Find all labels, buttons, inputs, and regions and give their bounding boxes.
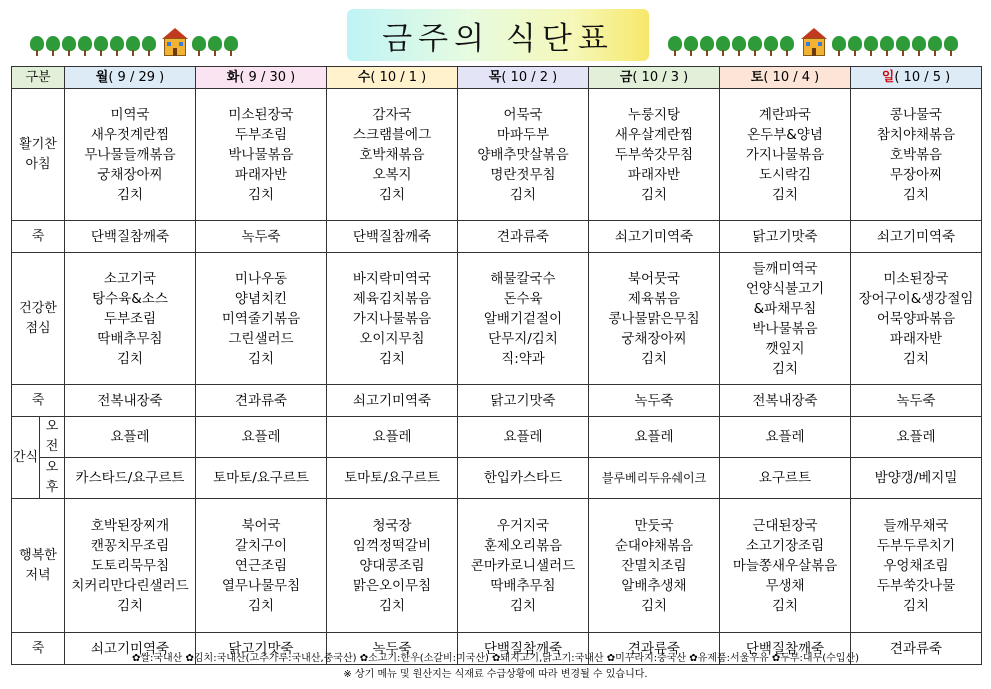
menu-item: 우거지국 <box>496 517 550 534</box>
change-notice: ※ 상기 메뉴 및 원산지는 식재료 수급상황에 따라 변경될 수 있습니다. <box>343 669 648 680</box>
porridge-cell: 전복내장죽 <box>720 385 851 417</box>
menu-item: 파래자반 <box>627 166 681 183</box>
menu-item: &파채무침 <box>753 300 817 317</box>
day-name: 화 <box>226 69 240 85</box>
menu-item: 호박채볶음 <box>359 146 425 163</box>
menu-item: 제육볶음 <box>627 290 681 307</box>
menu-cell <box>720 499 851 633</box>
menu-item: 김치 <box>902 350 930 367</box>
snack-cell: 요구르트 <box>720 458 851 499</box>
menu-cell <box>720 253 851 385</box>
menu-item: 새우젓계란찜 <box>90 126 170 143</box>
footer <box>0 651 991 683</box>
porridge-cell: 녹두죽 <box>589 385 720 417</box>
menu-item: 깻잎지 <box>765 340 805 357</box>
porridge-cell: 닭고기맛죽 <box>720 221 851 253</box>
tree-icon <box>896 36 910 56</box>
menu-item: 딱배추무침 <box>490 577 556 594</box>
day-header <box>65 67 196 89</box>
menu-item: 김치 <box>378 186 406 203</box>
tree-icon <box>684 36 698 56</box>
menu-item: 호박볶음 <box>889 146 943 163</box>
menu-item: 오이지무침 <box>359 330 425 347</box>
menu-item: 양배추맛살볶음 <box>477 146 569 163</box>
menu-item: 양대콩조림 <box>359 557 425 574</box>
menu-item: 두부쑥갓무침 <box>614 146 694 163</box>
menu-item: 온두부&양념 <box>747 126 823 143</box>
row-label-text: 활기찬 아침 <box>19 136 57 172</box>
day-header <box>458 67 589 89</box>
porridge-cell: 닭고기맛죽 <box>196 633 327 665</box>
menu-item: 김치 <box>771 186 799 203</box>
menu-item: 파래자반 <box>234 166 288 183</box>
row-label-juk: 죽 <box>12 385 65 417</box>
menu-item: 미나우동 <box>234 270 288 287</box>
menu-cell <box>589 499 720 633</box>
menu-item: 두부조림 <box>103 310 157 327</box>
lunch-row <box>12 253 982 385</box>
porridge-cell: 단백질참깨죽 <box>65 221 196 253</box>
tree-icon <box>62 36 76 56</box>
row-label-juk: 죽 <box>12 633 65 665</box>
snack-cell: 요플레 <box>589 417 720 458</box>
menu-item: 누룽지탕 <box>627 106 681 123</box>
menu-item: 새우살계란찜 <box>614 126 694 143</box>
menu-item: 김치 <box>116 597 144 614</box>
porridge-cell: 녹두죽 <box>327 633 458 665</box>
day-header <box>327 67 458 89</box>
menu-item: 열무나물무침 <box>221 577 301 594</box>
menu-item: 양념치킨 <box>234 290 288 307</box>
porridge-cell: 단백질참깨죽 <box>458 633 589 665</box>
house-icon <box>162 28 188 58</box>
menu-item: 김치 <box>378 597 406 614</box>
tree-icon <box>880 36 894 56</box>
menu-item: 캔꽁치무조림 <box>90 537 170 554</box>
menu-cell <box>196 89 327 221</box>
snack-cell: 요플레 <box>196 417 327 458</box>
porridge-cell: 견과류죽 <box>458 221 589 253</box>
menu-item: 미소된장국 <box>228 106 294 123</box>
menu-cell <box>327 89 458 221</box>
menu-item: 임꺽정떡갈비 <box>352 537 432 554</box>
menu-item: 무장아찌 <box>889 166 943 183</box>
page-title: 금주의 식단표 <box>382 20 614 57</box>
menu-item: 두부조림 <box>234 126 288 143</box>
menu-item: 근대된장국 <box>752 517 818 534</box>
tree-icon <box>848 36 862 56</box>
tree-icon <box>192 36 206 56</box>
menu-item: 우엉채조림 <box>883 557 949 574</box>
menu-item: 미역줄기볶음 <box>221 310 301 327</box>
menu-item: 잔멸치조림 <box>621 557 687 574</box>
day-name: 목 <box>488 69 502 85</box>
menu-item: 장어구이&생강절임 <box>858 290 974 307</box>
porridge-row <box>12 385 982 417</box>
row-label-am: 오전 <box>40 417 65 458</box>
tree-icon <box>748 36 762 56</box>
menu-item: 도시락김 <box>758 166 812 183</box>
menu-item: 김치 <box>902 186 930 203</box>
snack-cell: 카스타드/요구르트 <box>65 458 196 499</box>
porridge-cell: 닭고기맛죽 <box>458 385 589 417</box>
menu-item: 무생채 <box>765 577 805 594</box>
tree-icon <box>110 36 124 56</box>
menu-item: 김치 <box>509 597 537 614</box>
porridge-cell: 쇠고기미역죽 <box>589 221 720 253</box>
menu-cell <box>851 253 982 385</box>
porridge-cell: 단백질참깨죽 <box>720 633 851 665</box>
menu-item: 맑은오이무침 <box>352 577 432 594</box>
row-label-dinner <box>12 499 65 633</box>
menu-item: 직:약과 <box>501 350 545 367</box>
porridge-cell: 쇠고기미역죽 <box>851 221 982 253</box>
day-name: 월 <box>95 69 109 85</box>
menu-item: 어묵양파볶음 <box>876 310 956 327</box>
menu-item: 마파두부 <box>496 126 550 143</box>
porridge-cell: 단백질참깨죽 <box>327 221 458 253</box>
day-header <box>851 67 982 89</box>
menu-cell <box>458 89 589 221</box>
porridge-cell: 전복내장죽 <box>65 385 196 417</box>
menu-item: 청국장 <box>372 517 412 534</box>
menu-item: 오복지 <box>372 166 412 183</box>
row-label-juk: 죽 <box>12 221 65 253</box>
day-date: ( 9 / 30 ) <box>239 69 296 85</box>
row-label-text: 행복한 저녁 <box>19 547 57 583</box>
day-header <box>196 67 327 89</box>
day-header-row <box>12 67 982 89</box>
menu-cell <box>65 253 196 385</box>
row-label-snack: 간식 <box>12 417 40 499</box>
menu-item: 궁채장아찌 <box>97 166 163 183</box>
menu-item: 김치 <box>116 186 144 203</box>
tree-icon <box>30 36 44 56</box>
menu-item: 김치 <box>116 350 144 367</box>
tree-icon <box>46 36 60 56</box>
porridge-cell: 녹두죽 <box>851 385 982 417</box>
snack-cell: 한입카스타드 <box>458 458 589 499</box>
tree-icon <box>208 36 222 56</box>
tree-icon <box>928 36 942 56</box>
day-date: ( 9 / 29 ) <box>108 69 165 85</box>
house-icon <box>801 28 827 58</box>
day-name: 수 <box>357 69 371 85</box>
day-name: 금 <box>619 69 633 85</box>
menu-item: 콘마카로니샐러드 <box>470 557 576 574</box>
menu-item: 훈제오리볶음 <box>483 537 563 554</box>
menu-item: 박나물볶음 <box>752 320 818 337</box>
menu-item: 스크램블에그 <box>352 126 432 143</box>
day-date: ( 10 / 1 ) <box>370 69 427 85</box>
day-name: 토 <box>750 69 764 85</box>
menu-item: 탕수육&소스 <box>92 290 168 307</box>
snack-cell: 요플레 <box>458 417 589 458</box>
menu-cell <box>196 253 327 385</box>
menu-item: 두부두루치기 <box>876 537 956 554</box>
day-date: ( 10 / 5 ) <box>894 69 951 85</box>
menu-item: 순대야채볶음 <box>614 537 694 554</box>
tree-icon <box>94 36 108 56</box>
snack-cell: 토마토/요구르트 <box>196 458 327 499</box>
row-label-text: 건강한 점심 <box>19 300 57 336</box>
tree-icon <box>732 36 746 56</box>
snack-cell: 요플레 <box>720 417 851 458</box>
menu-item: 김치 <box>902 597 930 614</box>
menu-cell <box>458 499 589 633</box>
menu-cell <box>65 499 196 633</box>
menu-table <box>11 66 982 665</box>
title-banner <box>347 9 649 61</box>
snack-pm-row <box>12 458 982 499</box>
tree-icon <box>780 36 794 56</box>
menu-item: 그린샐러드 <box>228 330 294 347</box>
origin-note: ✿쌀:국내산 ✿김치:국내산(고추가루:국내산,중국산) ✿소고기:한우(소갈비:미국산) ✿돼지고기,닭고기:국내산 ✿미꾸라지:중국산 ✿유제품:서울우유 ✿두부:대두(수입산) <box>131 653 860 664</box>
menu-item: 돈수육 <box>503 290 543 307</box>
menu-item: 치커리만다린샐러드 <box>71 577 189 594</box>
menu-cell <box>851 499 982 633</box>
menu-item: 김치 <box>640 350 668 367</box>
menu-item: 해물칼국수 <box>490 270 556 287</box>
menu-item: 김치 <box>509 186 537 203</box>
menu-item: 감자국 <box>372 106 412 123</box>
menu-item: 김치 <box>247 597 275 614</box>
menu-item: 명란젓무침 <box>490 166 556 183</box>
tree-icon <box>944 36 958 56</box>
tree-row-left-2 <box>192 36 238 56</box>
menu-item: 가지나물볶음 <box>745 146 825 163</box>
menu-cell <box>851 89 982 221</box>
menu-item: 참치야채볶음 <box>876 126 956 143</box>
menu-item: 김치 <box>771 360 799 377</box>
menu-item: 연근조림 <box>234 557 288 574</box>
menu-item: 알배기겉절이 <box>483 310 563 327</box>
menu-item: 콩나물맑은무침 <box>608 310 700 327</box>
menu-item: 딱배추무침 <box>97 330 163 347</box>
menu-item: 북어뭇국 <box>627 270 681 287</box>
porridge-cell: 녹두죽 <box>196 221 327 253</box>
menu-item: 무나물들깨볶음 <box>84 146 176 163</box>
tree-icon <box>700 36 714 56</box>
row-label-breakfast <box>12 89 65 221</box>
day-date: ( 10 / 3 ) <box>632 69 689 85</box>
tree-row-right <box>668 36 794 56</box>
tree-icon <box>78 36 92 56</box>
menu-item: 언양식불고기 <box>745 280 825 297</box>
menu-cell <box>196 499 327 633</box>
menu-cell <box>720 89 851 221</box>
porridge-cell: 견과류죽 <box>851 633 982 665</box>
menu-item: 단무지/김치 <box>488 330 558 347</box>
snack-cell: 블루베리두유쉐이크 <box>589 458 720 499</box>
tree-icon <box>832 36 846 56</box>
menu-item: 갈치구이 <box>234 537 288 554</box>
menu-cell <box>65 89 196 221</box>
menu-item: 북어국 <box>241 517 281 534</box>
menu-cell <box>458 253 589 385</box>
row-label-lunch <box>12 253 65 385</box>
menu-item: 미역국 <box>110 106 150 123</box>
menu-item: 콩나물국 <box>889 106 943 123</box>
menu-item: 미소된장국 <box>883 270 949 287</box>
row-label-pm: 오후 <box>40 458 65 499</box>
menu-item: 제육김치볶음 <box>352 290 432 307</box>
tree-icon <box>668 36 682 56</box>
menu-item: 알배추생채 <box>621 577 687 594</box>
header <box>0 0 991 66</box>
dinner-row <box>12 499 982 633</box>
tree-icon <box>126 36 140 56</box>
tree-icon <box>716 36 730 56</box>
snack-cell: 요플레 <box>327 417 458 458</box>
menu-item: 김치 <box>640 186 668 203</box>
snack-cell: 토마토/요구르트 <box>327 458 458 499</box>
tree-row-left <box>30 36 156 56</box>
menu-cell <box>327 499 458 633</box>
menu-item: 도토리묵무침 <box>90 557 170 574</box>
porridge-cell: 견과류죽 <box>589 633 720 665</box>
menu-item: 가지나물볶음 <box>352 310 432 327</box>
menu-item: 소고기장조림 <box>745 537 825 554</box>
porridge-row <box>12 221 982 253</box>
menu-item: 김치 <box>247 350 275 367</box>
breakfast-row <box>12 89 982 221</box>
snack-am-row <box>12 417 982 458</box>
day-header <box>589 67 720 89</box>
tree-icon <box>912 36 926 56</box>
menu-item: 두부쑥갓나물 <box>876 577 956 594</box>
snack-cell: 밤양갱/베지밀 <box>851 458 982 499</box>
menu-item: 박나물볶음 <box>228 146 294 163</box>
day-date: ( 10 / 4 ) <box>763 69 820 85</box>
porridge-cell: 쇠고기미역죽 <box>65 633 196 665</box>
snack-cell: 요플레 <box>851 417 982 458</box>
menu-item: 바지락미역국 <box>352 270 432 287</box>
tree-row-right-2 <box>832 36 958 56</box>
tree-icon <box>864 36 878 56</box>
menu-item: 마늘쫑새우살볶음 <box>732 557 838 574</box>
porridge-cell: 견과류죽 <box>196 385 327 417</box>
menu-item: 어묵국 <box>503 106 543 123</box>
porridge-cell: 쇠고기미역죽 <box>327 385 458 417</box>
menu-item: 소고기국 <box>103 270 157 287</box>
menu-item: 김치 <box>640 597 668 614</box>
menu-item: 들깨무채국 <box>883 517 949 534</box>
day-date: ( 10 / 2 ) <box>501 69 558 85</box>
day-header <box>720 67 851 89</box>
menu-item: 호박된장찌개 <box>90 517 170 534</box>
menu-item: 계란파국 <box>758 106 812 123</box>
tree-icon <box>224 36 238 56</box>
menu-cell <box>589 253 720 385</box>
menu-item: 궁채장아찌 <box>621 330 687 347</box>
menu-item: 들깨미역국 <box>752 260 818 277</box>
tree-icon <box>764 36 778 56</box>
day-name: 일 <box>881 69 895 85</box>
menu-item: 파래자반 <box>889 330 943 347</box>
menu-item: 김치 <box>771 597 799 614</box>
snack-cell: 요플레 <box>65 417 196 458</box>
menu-item: 김치 <box>378 350 406 367</box>
menu-item: 만둣국 <box>634 517 674 534</box>
menu-cell <box>327 253 458 385</box>
tree-icon <box>142 36 156 56</box>
menu-item: 김치 <box>247 186 275 203</box>
menu-cell <box>589 89 720 221</box>
header-label: 구분 <box>12 67 65 89</box>
